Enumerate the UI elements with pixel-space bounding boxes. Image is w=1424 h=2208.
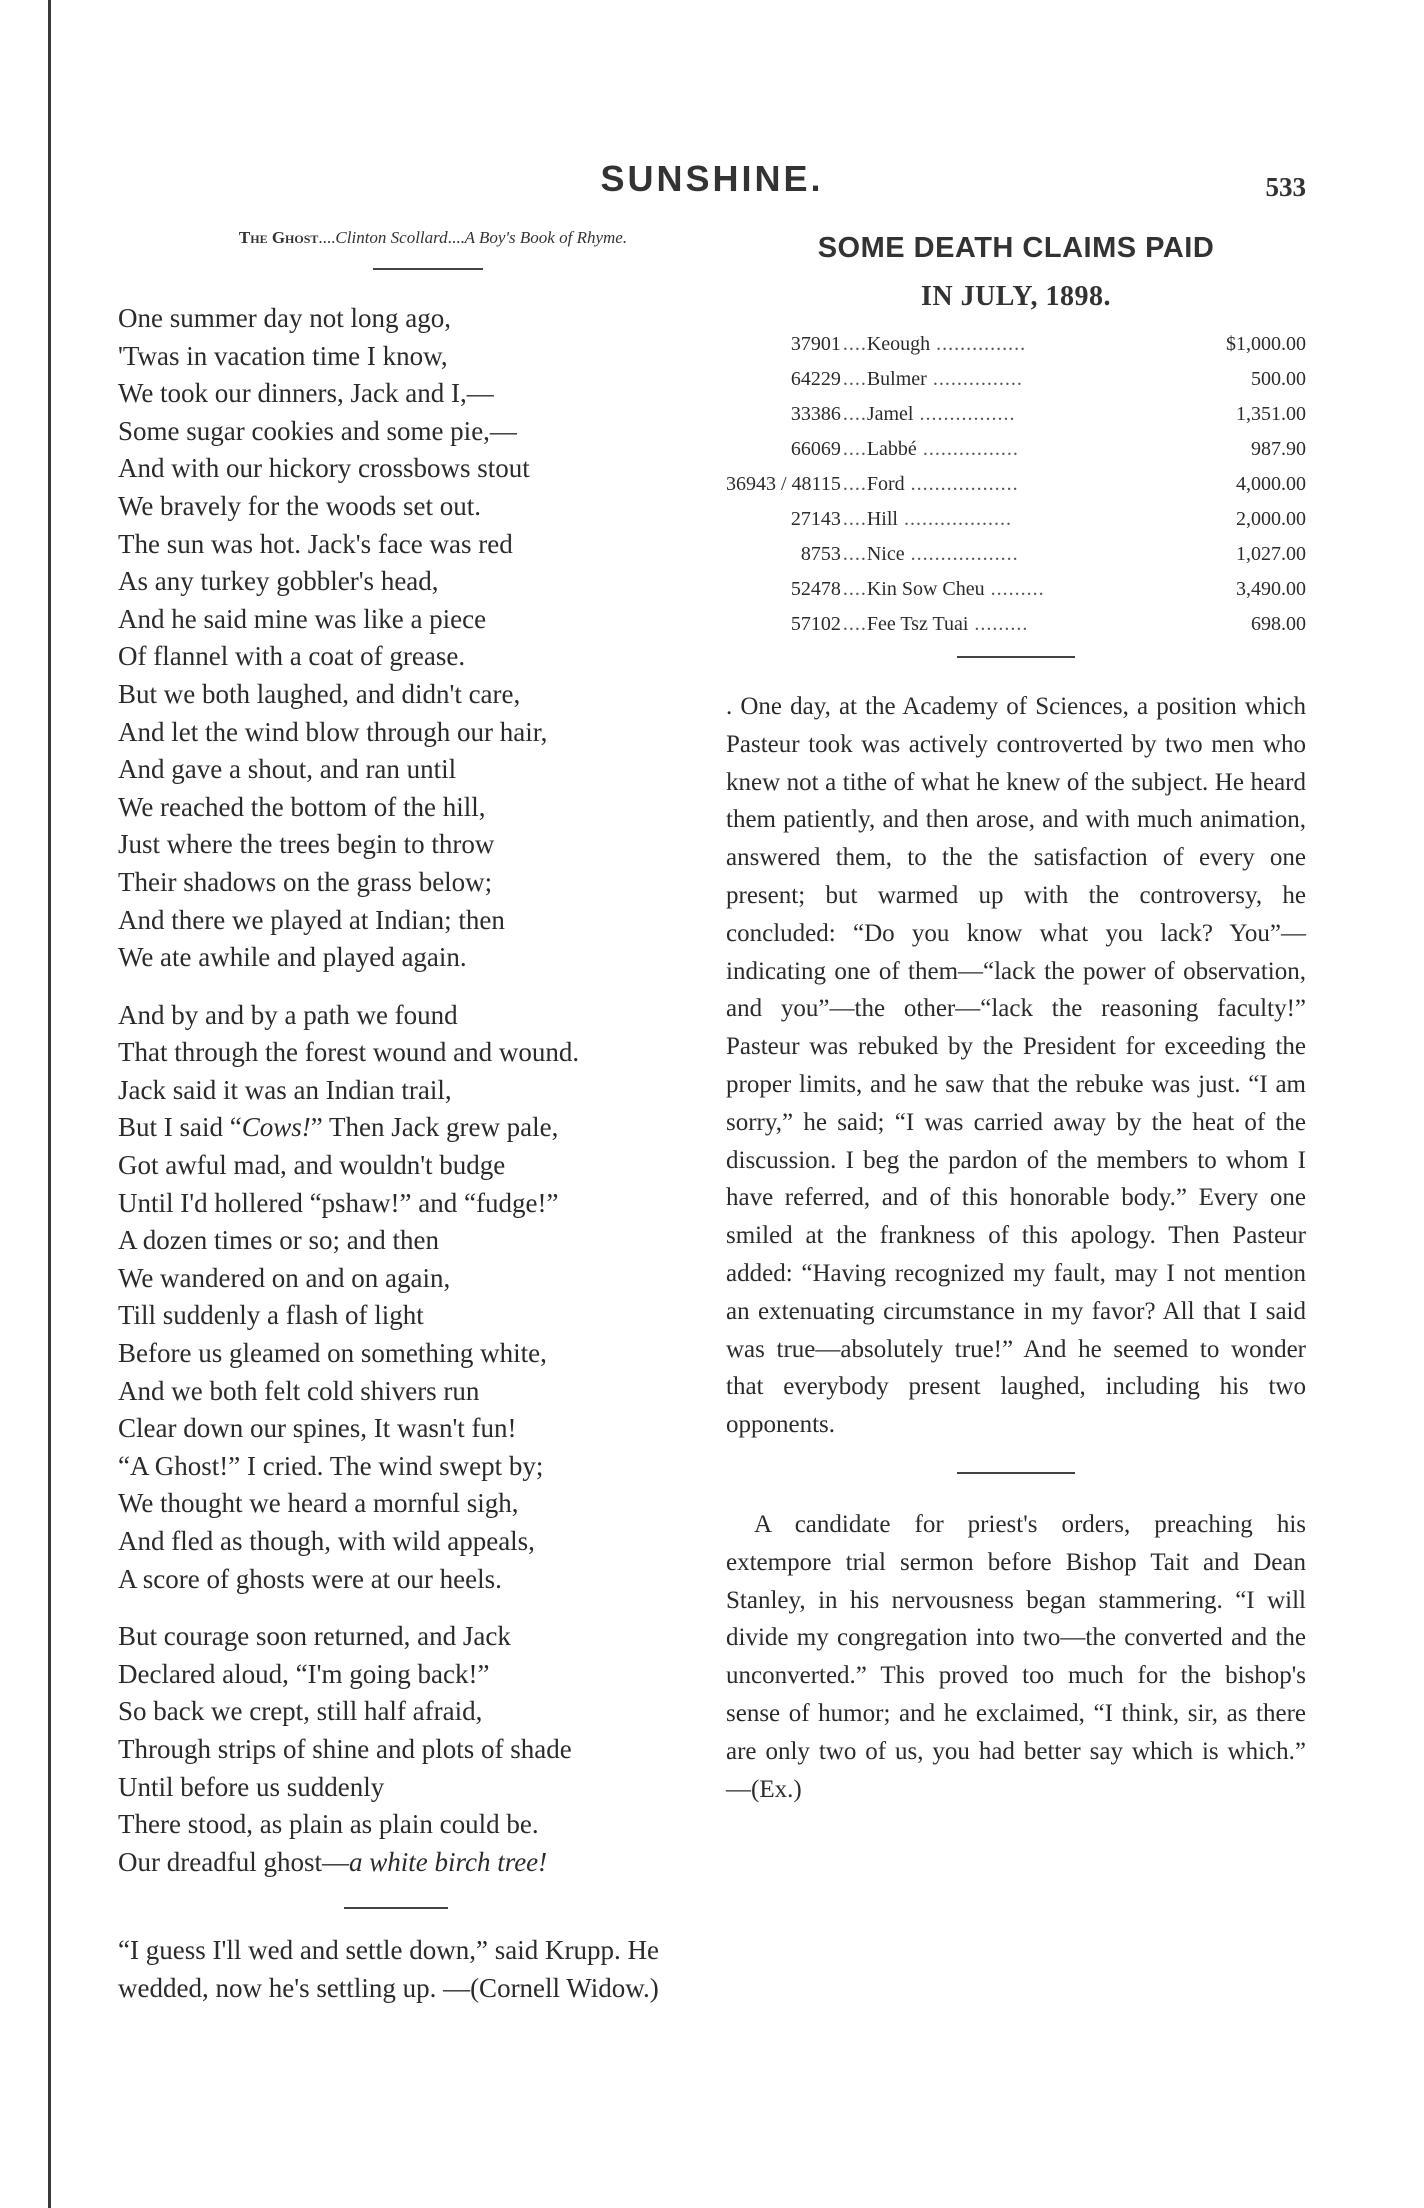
claim-number: 27143 [790,508,841,530]
poem-line: Some sugar cookies and some pie,— [118,415,517,446]
poem-stanza [118,300,718,977]
poem-title: The Ghost [238,228,319,247]
claims-table [726,327,1306,642]
claim-name-cell [841,327,1186,362]
leader-dots: ............... [926,368,1023,390]
poem-line: Until I'd hollered “pshaw!” and “fudge!” [118,1187,559,1218]
leader-dots: .... [842,403,867,425]
claim-amount: 987.90 [1251,438,1306,460]
leader-dots: .................. [897,508,1012,530]
pasteur-anecdote: . One day, at the Academy of Sciences, a position which Pasteur took was actively controverted by two men who knew not a tithe of what he knew of the subject. He heard them patiently, and then arose, and with much animation, answered them, to the the satisfaction of every one present; but warmed up with the controversy, he concluded: “Do you know what you lack? You”—indicating one of them—“lack the power of observation, and you”—the other—“lack the reasoning faculty!” Pasteur was rebuked by the President for exceeding the proper limits, and he saw that the rebuke was just. “I am sorry,” he said; “I was carried away by the heat of the discussion. I beg the pardon of the members to whom I have referred, and of this honorable body.” Every one smiled at the frankness of this apology. Then Pasteur added: “Having recognized my fault, may I not mention an extenuating circumstance in my favor? All that I said was true—absolutely true!” And he seemed to wonder that everybody present laughed, including his two opponents. [726,693,1306,1439]
claim-number: 64229 [790,368,841,390]
claims-row [726,537,1306,572]
candidate-anecdote: A candidate for priest's orders, preaching his extempore trial sermon before Bishop Tait and Dean Stanley, in his nervousness began stammering. “I will divide my congregation into two—the converted and the unconverted.” This proved too much for the bishop's sense of humor; and he exclaimed, “I think, sir, as there are only two of us, you had better say which is which.” —(Ex.) [726,1510,1306,1803]
poem-line: Before us gleamed on something white, [118,1338,547,1369]
claim-number: 66069 [790,438,841,460]
claim-amount: 698.00 [1251,613,1306,635]
claim-amount: $1,000.00 [1226,333,1306,355]
claim-name: Jamel [866,403,914,425]
poem-line: So back we crept, still half afraid, [118,1696,483,1727]
poem-line: We wandered on and on again, [118,1262,451,1293]
poem-stanza [118,1618,718,1881]
leader-dots: ......... [984,578,1045,600]
poem-line: But we both laughed, and didn't care, [118,678,521,709]
claim-amount: 4,000.00 [1236,473,1306,495]
poem-body [118,300,718,1881]
claim-amount: 500.00 [1251,368,1306,390]
leader-dots: .................. [904,543,1019,565]
poem-line: And by and by a path we found [118,999,458,1030]
leader-dots: .... [842,368,867,390]
poem-line: And he said mine was like a piece [118,603,487,634]
leader-dots: .... [842,578,867,600]
claim-name: Bulmer [866,368,927,390]
claim-amount: 1,351.00 [1236,403,1306,425]
divider-rule [957,1472,1075,1474]
leader-dots: ................ [916,438,1019,460]
leader-dots: ................ [913,403,1016,425]
poem-line: And fled as though, with wild appeals, [118,1526,535,1556]
leader-dots: .... [842,333,867,355]
poem-source-line: The Ghost....Clinton Scollard....A Boy's Book of Rhyme. [238,228,628,247]
leader-dots: ......... [968,613,1029,635]
leader-dots: .... [842,438,867,460]
poem-line: But I said “Cows!” Then Jack grew pale, [118,1112,559,1143]
claims-row [726,467,1306,502]
running-head: SUNSHINE. [600,158,824,199]
divider-rule [344,1907,448,1909]
poem-line: Their shadows on the grass below; [118,866,493,897]
leader-dots: .... [842,508,867,530]
poem-line: Declared aloud, “I'm going back!” [118,1658,490,1689]
claims-row [726,607,1306,642]
claim-name-cell [841,432,1186,467]
left-column [118,228,718,2034]
divider-rule [373,268,483,270]
claim-name: Nice [866,543,905,565]
right-column [726,232,1306,1808]
divider-rule [957,656,1075,658]
poem-line: And let the wind blow through our hair, [118,716,548,747]
poem-line: And we both felt cold shivers run [118,1375,480,1406]
poem-book: A Boy's Book of Rhyme. [464,228,628,247]
poem-line: Got awful mad, and wouldn't budge [118,1150,506,1181]
claims-row [726,572,1306,607]
poem-line: We ate awhile and played again. [118,942,467,973]
poem-line: We reached the bottom of the hill, [118,791,486,822]
leader-dots: .... [842,473,867,495]
claims-row [726,432,1306,467]
claim-name: Fee Tsz Tuai [866,613,969,635]
claim-name-cell [841,502,1186,537]
poem-line: Till suddenly a flash of light [118,1300,424,1331]
claim-number: 57102 [790,613,841,635]
poem-line: We thought we heard a mornful sigh, [118,1488,519,1519]
poem-line: A score of ghosts were at our heels. [118,1563,502,1594]
leader-dots: .... [842,613,867,635]
poem-line: And gave a shout, and ran until [118,754,457,785]
page-number: 533 [1265,172,1306,202]
leader-dots: .... [842,543,867,565]
claim-amount: 1,027.00 [1236,543,1306,565]
poem-line: Through strips of shine and plots of shade [118,1733,572,1764]
claims-heading [726,232,1306,313]
poem-line: A dozen times or so; and then [118,1225,439,1256]
claim-name-cell [841,397,1186,432]
claims-row [726,397,1306,432]
claim-name-cell [841,467,1186,502]
claim-name: Labbé [866,438,917,460]
poem-line: “A Ghost!” I cried. The wind swept by; [118,1450,544,1481]
poem-line: 'Twas in vacation time I know, [118,340,448,371]
poem-line: And with our hickory crossbows stout [118,453,530,484]
claim-name: Kin Sow Cheu [866,578,985,600]
claim-number: 37901 [790,333,841,355]
claim-number: 8753 [800,543,841,565]
poem-line: That through the forest wound and wound. [118,1037,580,1068]
claims-row [726,327,1306,362]
claim-name-cell [841,572,1186,607]
claims-title-line1: SOME DEATH CLAIMS PAID [817,232,1215,264]
poem-stanza [118,997,718,1599]
claims-title-line2: IN JULY, 1898. [920,281,1112,312]
claim-name-cell [841,607,1186,642]
claim-number: 36943 / 48115 [726,473,841,495]
claim-amount: 3,490.00 [1236,578,1306,600]
poem-line: Just where the trees begin to throw [118,829,495,860]
poem-line: Jack said it was an Indian trail, [118,1074,452,1105]
poem-line: We took our dinners, Jack and I,— [118,378,494,409]
poem-line: There stood, as plain as plain could be. [118,1809,539,1840]
poem-line: Until before us suddenly [118,1771,385,1802]
poem-line: Our dreadful ghost—a white birch tree! [118,1846,548,1877]
claim-amount: 2,000.00 [1236,508,1306,530]
poem-author: Clinton Scollard [335,228,448,247]
claims-row [726,362,1306,397]
claim-number: 52478 [790,578,841,600]
poem-line: Clear down our spines, It wasn't fun! [118,1413,517,1444]
claim-name: Hill [866,508,898,530]
leader-dots: ............... [930,333,1027,355]
claim-name-cell [841,362,1186,397]
joke-krupp: “I guess I'll wed and settle down,” said Krupp. He wedded, now he's settling up. —(Cornell Widow.) [118,1935,659,2004]
claim-name: Ford [866,473,905,495]
poem-line: As any turkey gobbler's head, [118,566,439,597]
poem-line: We bravely for the woods set out. [118,490,481,521]
poem-line: And there we played at Indian; then [118,904,505,935]
claims-row [726,502,1306,537]
claim-number: 33386 [790,403,841,425]
claim-name-cell [841,537,1186,572]
poem-line: But courage soon returned, and Jack [118,1621,511,1652]
claim-name: Keough [866,333,931,355]
poem-line: Of flannel with a coat of grease. [118,641,466,672]
poem-line: The sun was hot. Jack's face was red [118,528,513,559]
page-edge [48,0,51,2208]
leader-dots: .................. [904,473,1019,495]
poem-line: One summer day not long ago, [118,303,451,333]
